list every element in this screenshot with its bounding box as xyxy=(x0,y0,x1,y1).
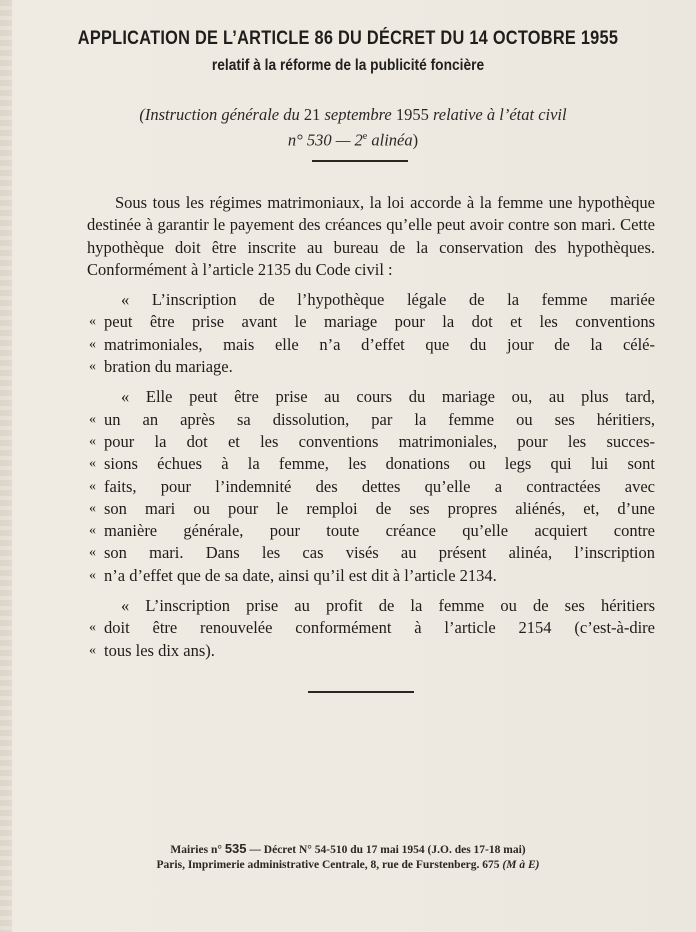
quote-line-text: son mari. Dans les cas visés au présent alinéa, l’inscription xyxy=(104,543,655,563)
quote-line-text: tous les dix ans). xyxy=(104,640,215,660)
footer-code: (M à E) xyxy=(502,859,540,871)
quote-line-text: bration du mariage. xyxy=(104,357,233,377)
quote-line xyxy=(89,453,655,475)
document-subtitle: relatif à la réforme de la publicité foncière xyxy=(211,57,485,74)
quote-paragraph-1 xyxy=(89,289,655,378)
guillemet-mark: « xyxy=(89,478,96,494)
quote-line-text: « L’inscription prise au profit de la femme ou de ses héritiers xyxy=(121,596,655,616)
guillemet-mark: « xyxy=(89,456,96,472)
reference-number: n° 530 — 2 xyxy=(287,130,363,150)
top-divider xyxy=(312,160,408,162)
bottom-divider xyxy=(308,691,414,693)
quote-line xyxy=(89,542,655,564)
quote-line xyxy=(89,565,655,587)
quote-line-text: son mari ou pour le remploi de ses propres aliénés, et, d’une xyxy=(104,498,655,518)
footer-mairies: Mairies n° xyxy=(170,844,225,856)
guillemet-mark: « xyxy=(89,567,96,583)
footer-line-2 xyxy=(0,859,696,871)
quote-paragraph-2 xyxy=(89,386,655,587)
guillemet-mark: « xyxy=(89,500,96,516)
reference-month: septembre xyxy=(320,105,396,124)
quote-line-text: peut être prise avant le mariage pour la dot et les conventions xyxy=(104,312,655,332)
quote-line-text: matrimoniales, mais elle n’a d’effet que du jour de la célé- xyxy=(104,334,655,354)
guillemet-mark: « xyxy=(89,620,96,636)
instruction-reference xyxy=(60,104,646,152)
quote-paragraph-3 xyxy=(89,595,655,662)
intro-paragraph: Sous tous les régimes matrimoniaux, la loi accorde à la femme une hypothèque destinée à garantir le payement des créances qu’elle peut avoir contre son mari. Cette hypothèque doit être inscrite au bureau de la conservation des hypothèques. Conformément à l’article 2135 du Code civil : xyxy=(87,193,655,279)
quote-line-text: doit être renouvelée conformément à l’article 2154 (c’est-à-dire xyxy=(104,618,655,638)
footer-line-1 xyxy=(0,841,696,856)
guillemet-mark: « xyxy=(89,642,96,658)
footer-printer: Paris, Imprimerie administrative Centrale, 8, rue de Furstenberg. 675 xyxy=(156,859,503,871)
quote-line xyxy=(89,520,655,542)
quote-line-text: sions échues à la femme, les donations ou legs qui lui sont xyxy=(104,454,655,474)
guillemet-mark: « xyxy=(89,411,96,427)
body-text xyxy=(87,192,655,662)
footer-form-number: 535 xyxy=(224,841,247,856)
quote-line xyxy=(89,334,655,356)
reference-day: 21 xyxy=(303,105,321,124)
guillemet-mark: « xyxy=(89,523,96,539)
document-title: APPLICATION DE L’ARTICLE 86 DU DÉCRET DU 14 OCTOBRE 1955 xyxy=(77,28,619,49)
reference-close: ) xyxy=(412,130,419,150)
quote-line xyxy=(89,431,655,453)
guillemet-mark: « xyxy=(89,545,96,561)
reference-subject: relative à l’état civil xyxy=(428,105,567,124)
quote-line xyxy=(89,476,655,498)
quote-line xyxy=(104,289,655,311)
reference-alinea: alinéa xyxy=(367,130,413,150)
quote-line-text: « Elle peut être prise au cours du mariage ou, au plus tard, xyxy=(121,387,655,407)
quote-line xyxy=(89,498,655,520)
quote-line xyxy=(89,311,655,333)
quote-line xyxy=(89,409,655,431)
guillemet-mark: « xyxy=(89,314,96,330)
quote-line-text: n’a d’effet que de sa date, ainsi qu’il est dit à l’article 2134. xyxy=(104,565,497,585)
quote-line xyxy=(89,617,655,639)
guillemet-mark: « xyxy=(89,359,96,375)
quote-line-text: « L’inscription de l’hypothèque légale de la femme mariée xyxy=(121,290,655,310)
reference-year: 1955 xyxy=(395,105,429,124)
guillemet-mark: « xyxy=(89,433,96,449)
footer-decree: — Décret N° 54-510 du 17 mai 1954 (J.O. des 17-18 mai) xyxy=(246,844,526,856)
reference-text: (Instruction générale du xyxy=(139,105,304,124)
reference-sup: e xyxy=(362,131,368,142)
guillemet-mark: « xyxy=(89,336,96,352)
quote-line-text: faits, pour l’indemnité des dettes qu’elle a contractées avec xyxy=(104,476,655,496)
quote-line-text: pour la dot et les conventions matrimoniales, pour les succes- xyxy=(104,431,655,451)
quote-line xyxy=(89,356,655,378)
quote-line xyxy=(104,386,655,408)
quote-line-text: un an après sa dissolution, par la femme ou ses héritiers, xyxy=(104,409,655,429)
quote-line xyxy=(89,640,655,662)
quote-line xyxy=(104,595,655,617)
quote-line-text: manière générale, pour toute créance qu’elle acquiert contre xyxy=(104,521,655,541)
